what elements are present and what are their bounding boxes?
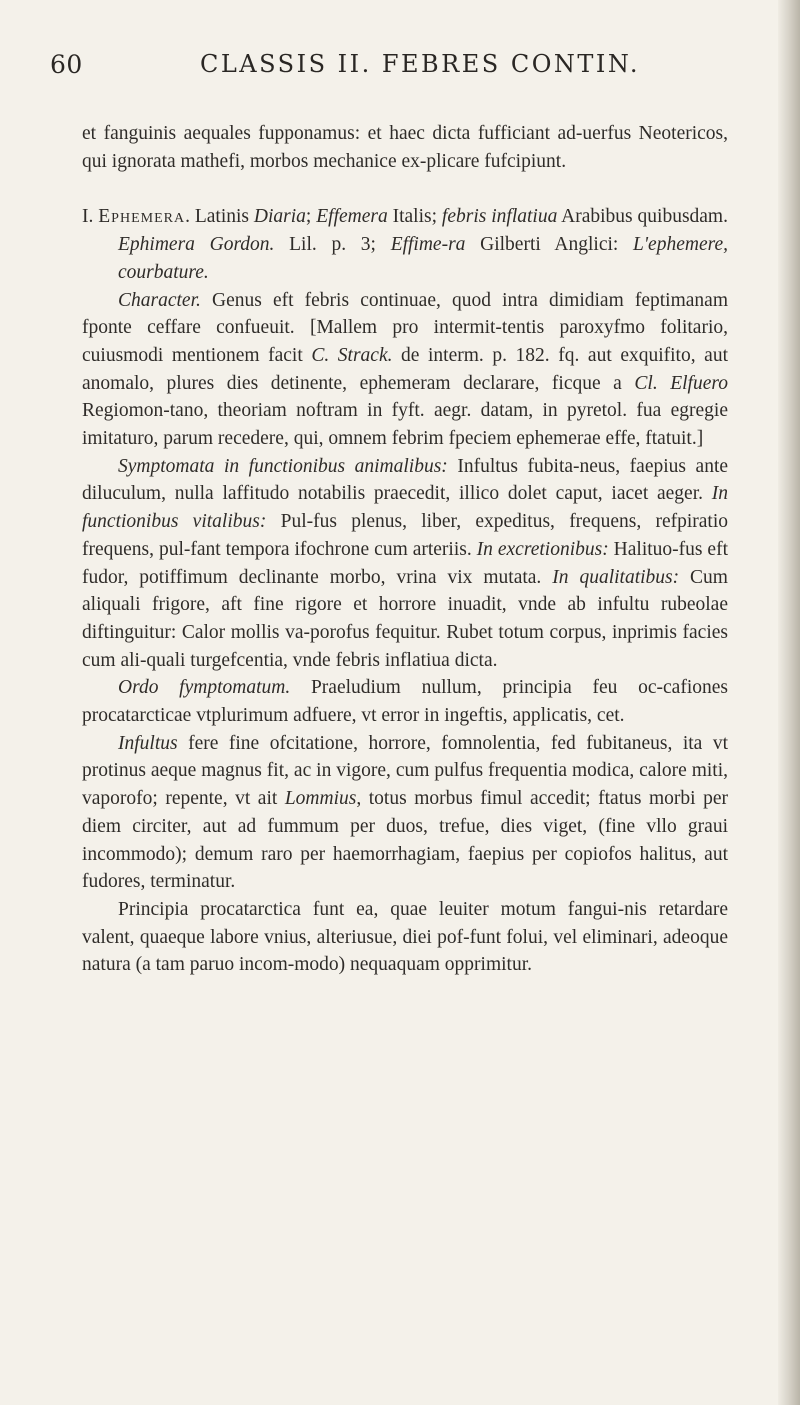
text-run: Ordo fymptomatum. — [118, 677, 291, 699]
text-run: Character. — [118, 289, 201, 311]
text-run: Ephemera — [98, 206, 186, 228]
text-run: febris inflatiua — [441, 206, 558, 228]
body-text — [82, 120, 728, 979]
text-run: In functionibus vitalibus: — [82, 483, 728, 533]
text-run: et fanguinis aequales fupponamus: et haec dicta fufficiant ad- — [82, 123, 583, 144]
principia-paragraph — [82, 896, 728, 979]
text-run: de interm. p. 182. fq. aut exquifito, aut anomalo, plures dies detinente, ephemeram declarare, ficque a — [82, 344, 728, 394]
text-run: Italis; — [387, 206, 442, 228]
text-run: Infultus fubita-neus, faepius ante diluculum, nulla laffitudo notabilis praecedit, illico dolet caput, iacet aeger. — [82, 455, 729, 505]
ephemera-entry — [82, 203, 728, 286]
text-run: Infultus — [118, 732, 178, 754]
text-run: plicare fufcipiunt. — [426, 150, 567, 172]
text-run: I. — [82, 206, 99, 228]
paragraph-gap — [82, 175, 728, 203]
text-run: Praeludium nullum, principia feu oc-cafiones procatarcticae vtplurimum adfuere, vt error in ingeftis, applicatis, cet. — [82, 677, 728, 727]
page-number: 60 — [50, 50, 83, 79]
text-run: . Latinis — [185, 206, 254, 228]
running-head — [50, 48, 710, 88]
ordo-paragraph — [82, 674, 728, 729]
text-run: Halituo-fus eft fudor, potiffimum declinante morbo, vrina vix mutata. — [82, 538, 728, 588]
text-run: Effime-ra — [390, 234, 466, 256]
text-run: Genus eft febris continuae, quod intra dimidiam feptimanam fponte ceffare confueuit. [Mallem pro intermit-tentis paroxyfmo folitario, cuiusmodi mentionem facit — [82, 289, 728, 366]
text-run: uerfus Neotericos, qui ignorata mathefi, morbos mechanice ex- — [82, 123, 728, 172]
character-paragraph — [82, 287, 728, 453]
text-run: C. Strack. — [311, 344, 393, 366]
text-run: Gilberti Anglici: — [465, 234, 634, 256]
page-edge-shadow — [778, 0, 800, 1405]
text-run: Diaria — [253, 206, 306, 228]
text-run: Effemera — [316, 206, 388, 228]
text-run: Lommius — [284, 788, 357, 810]
text-run: Cum aliquali frigore, aft fine rigore et horrore inuadit, vnde ab infultu rubeolae diftinguitur: Calor mollis va-porofus fequitur. Rubet totum corpus, inprimis facies cum ali-quali turgefcentia, vnde febris inflatiua dicta. — [82, 566, 728, 671]
text-run: L'ephemere, courbature. — [118, 234, 728, 283]
intro-paragraph — [82, 120, 728, 175]
text-run: Symptomata in functionibus animalibus: — [118, 455, 448, 477]
text-run: Principia procatarctica funt ea, quae leuiter motum fangui-nis retardare valent, quaeque labore vnius, alteriusue, diei pof-funt folui, vel eliminari, adeoque natura (a tam paruo incom-modo) nequaquam opprimitur. — [82, 898, 728, 976]
text-run: fere fine ofcitatione, horrore, fomnolentia, fed fubitaneus, ita vt protinus aeque magnus fit, ac in vigore, cum pulfus frequentia modica, calore miti, vaporofo; repente, vt ait — [82, 732, 728, 810]
text-run: Arabibus quibusdam. — [557, 206, 728, 228]
text-run: , totus morbus fimul accedit; ftatus morbi per diem circiter, aut ad fummum per duos, trefue, dies viget, (fine vllo graui incommodo); demum raro per haemorrhagiam, faepius per copiofos halitus, aut fudores, terminatur. — [82, 788, 728, 893]
text-run: Cl. Elfuero — [634, 372, 728, 394]
text-run: Regiomon-tano, theoriam noftram in fyft. aegr. datam, in pyretol. fua egregie imitaturo, parum recedere, qui, omnem febrim fpeciem ephemerae effe, ftatuit.] — [82, 400, 728, 450]
running-head-title: CLASSIS II. FEBRES CONTIN. — [200, 50, 640, 78]
text-run: Lil. p. 3; — [274, 234, 391, 256]
infultus-paragraph — [82, 730, 728, 896]
text-run: In excretionibus: — [476, 538, 609, 560]
text-run: ; — [305, 206, 317, 228]
symptomata-paragraph — [82, 453, 728, 675]
text-run: Ephimera Gordon. — [118, 234, 275, 256]
text-run: Pul-fus plenus, liber, expeditus, frequens, refpiratio frequens, pul-fant tempora ifochrone cum arteriis. — [82, 511, 729, 560]
text-run: In qualitatibus: — [552, 566, 680, 588]
